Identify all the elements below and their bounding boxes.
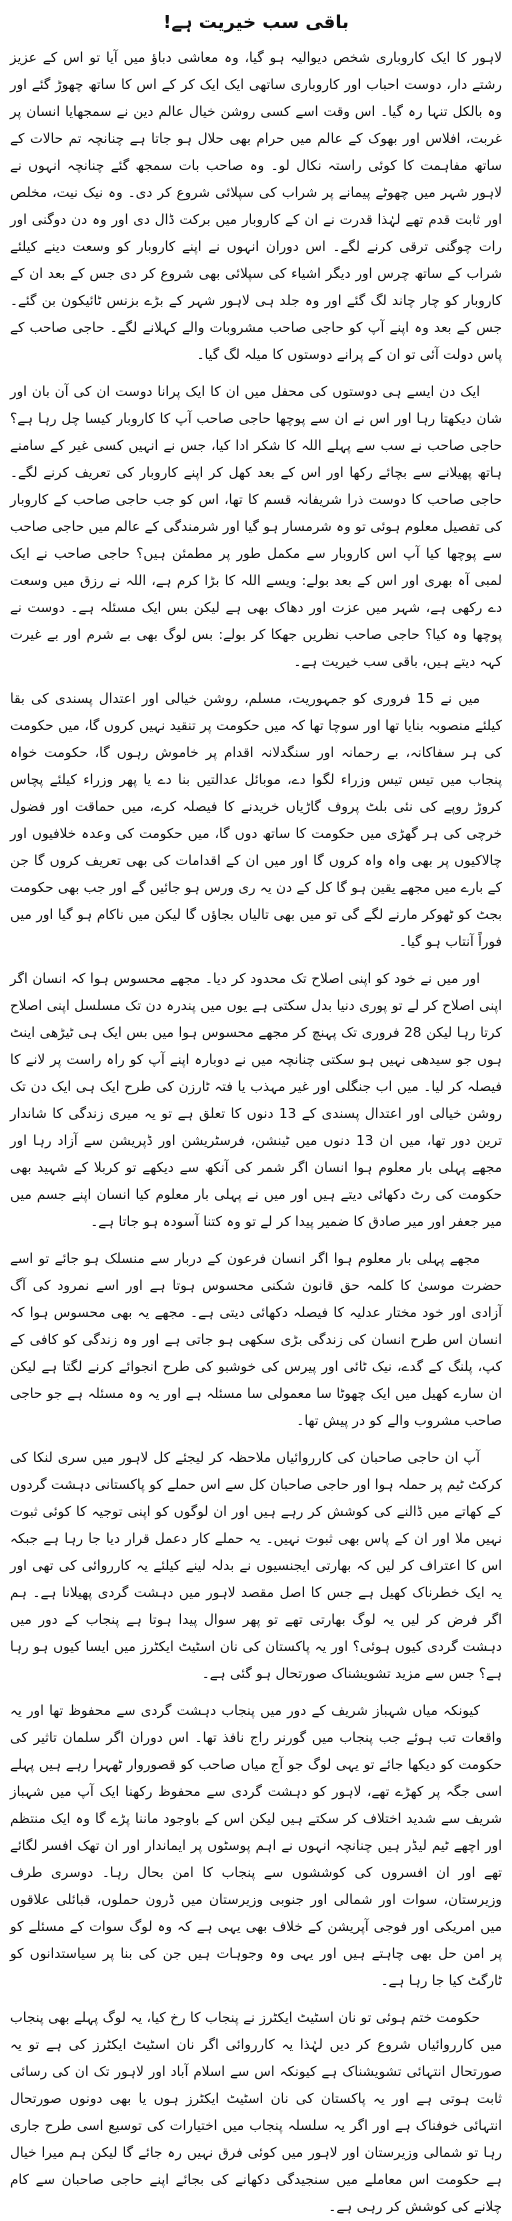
article-paragraph: کیونکہ میاں شہباز شریف کے دور میں پنجاب دہشت گردی سے محفوظ تھا اور یہ واقعات تب ہوئے جب پنجاب میں گورنر راج نافذ تھا۔ اس دوران اگر سلمان تاثیر کی حکومت کو دیکھا جائے تو یہی لوگ جو آج میاں صاحب کو قصوروار ٹھہرا رہے ہیں پہلے اسی جگہ پر کھڑے تھے، لاہور کو دہشت گردی سے محفوظ رکھنا ایک آپ میں شہباز شریف سے شدید اختلاف کر سکتے ہیں لیکن اس کے باوجود ماننا پڑے گا وہ ایک منتظم اور اچھے ٹیم لیڈر ہیں چنانچہ انہوں نے اہم پوسٹوں پر ایماندار اور ان تھک افسر لگائے تھے اور ان افسروں کی کوششوں سے پنجاب کا امن بحال رہا۔ دوسری طرف وزیرستان، سوات اور شمالی اور جنوبی وزیرستان میں ڈرون حملوں، قبائلی علاقوں میں امریکی اور فوجی آپریشن کے خلاف بھی یہی ہے کہ وہ لوگ سوات کے مسئلے کو پر امن حل بھی چاہتے ہیں اور یہی وہ وجوہات ہیں جن کی بنا پر سیاستدانوں کو ٹارگٹ کیا جا رہا ہے۔ [10,1703,502,1990]
article-paragraph: ایک دن ایسے ہی دوستوں کی محفل میں ان کا ایک پرانا دوست ان کی آن بان اور شان دیکھتا رہا اور اس نے ان سے پوچھا حاجی صاحب آپ کا کاروبار کیسا چل رہا ہے؟ حاجی صاحب نے سب سے پہلے اللہ کا شکر ادا کیا، جس نے انہیں کسی غیر کے سامنے ہاتھ پھیلانے سے بچائے رکھا اور اس کے بعد کھل کر اپنے کاروبار کی تعریف کرنے لگے۔ حاجی صاحب کا دوست ذرا شریفانہ قسم کا تھا، اس کو جب حاجی صاحب کے کاروبار کی تفصیل معلوم ہوئی تو وہ شرمسار ہو گیا اور شرمندگی کے عالم میں حاجی صاحب سے پوچھا کیا آپ اس کاروبار سے مکمل طور پر مطمئن ہیں؟ حاجی صاحب نے ایک لمبی آہ بھری اور اس کے بعد بولے: ویسے اللہ کا بڑا کرم ہے، اللہ نے رزق میں وسعت دے رکھی ہے، شہر میں عزت اور دھاک بھی ہے لیکن بس ایک مسئلہ ہے۔ دوست نے پوچھا وہ کیا؟ حاجی صاحب نظریں جھکا کر بولے: بس لوگ بھی بے شرم اور بے غیرت کہہ دیتے ہیں، باقی سب خیریت ہے۔ [10,384,502,671]
article-paragraph: لاہور کا ایک کاروباری شخص دیوالیہ ہو گیا، وہ معاشی دباؤ میں آیا تو اس کے عزیز رشتے دار، دوست احباب اور کاروباری ساتھی ایک ایک کر کے اس کا ساتھ چھوڑ گئے اور وہ بالکل تنہا رہ گیا۔ اس وقت اسے کسی روشن خیال عالم دین نے سمجھایا انسان پر غربت، افلاس اور بھوک کے عالم میں حرام بھی حلال ہو جاتا ہے چنانچہ تم حالات کے ساتھ مفاہمت کا کوئی راستہ نکال لو۔ وہ صاحب بات سمجھ گئے چنانچہ انہوں نے لاہور شہر میں چھوٹے پیمانے پر شراب کی سپلائی شروع کر دی۔ وہ نیک نیت، مخلص اور ثابت قدم تھے لہٰذا قدرت نے ان کے کاروبار میں برکت ڈال دی اور وہ دن دوگنی اور رات چوگنی ترقی کرنے لگے۔ اس دوران انہوں نے اپنے کاروبار کو وسعت دینے کیلئے شراب کے ساتھ چرس اور دیگر اشیاء کی سپلائی بھی شروع کر دی جس کے بعد ان کے کاروبار کو چار چاند لگ گئے اور وہ جلد ہی لاہور شہر کے بڑے بزنس ٹائیکون بن گئے۔ جس کے بعد وہ اپنے آپ کو حاجی صاحب مشروبات والے کہلانے لگے۔ حاجی صاحب کے پاس دولت آئی تو ان کے پرانے دوستوں کا میلہ لگ گیا۔ [10,50,502,364]
article-title: باقی سب خیریت ہے! [163,12,349,33]
article-paragraph: مجھے پہلی بار معلوم ہوا اگر انسان فرعون کے دربار سے منسلک ہو جائے تو اسے حضرت موسیٰ کا کلمہ حق قانون شکنی محسوس ہوتا ہے اور اسے نمرود کی آگ آزادی اور خود مختار عدلیہ کا فیصلہ دکھائی دیتی ہے۔ مجھے یہ بھی محسوس ہوا کہ انسان اس طرح انسان کی زندگی بڑی سکھی ہو جاتی ہے اور وہ زندگی کو کافی کے کپ، پلنگ کے گدے، نیک ٹائی اور پیرس کی خوشبو کی طرح انجوائے کرنے لگتا ہے لیکن ان سارے کھیل میں ایک چھوٹا سا معمولی سا مسئلہ ہے اور یہ وہ مسئلہ ہے جو حاجی صاحب مشروب والے کو در پیش تھا۔ [10,1251,502,1430]
article-paragraph: آپ ان حاجی صاحبان کی کارروائیاں ملاحظہ کر لیجئے کل لاہور میں سری لنکا کی کرکٹ ٹیم پر حملہ ہوا اور حاجی صاحبان کل سے اس حملے کو پاکستانی دہشت گردوں کے کھاتے میں ڈالنے کی کوشش کر رہے ہیں اور ان لوگوں کو اپنی توجیہ کا کوئی ثبوت نہیں ملا اور ان کے پاس بھی ثبوت نہیں۔ یہ حملے کار دعمل قرار دیا جا رہا ہے جبکہ اس کا اعتراف کر لیں کہ بھارتی ایجنسیوں نے بدلہ لینے کیلئے یہ کارروائی کی تھی اور یہ ایک خطرناک کھیل ہے جس کا اصل مقصد لاہور میں دہشت گردی پھیلانا ہے۔ ہم اگر فرض کر لیں یہ لوگ بھارتی تھے تو پھر سوال پیدا ہوتا ہے پنجاب کے دور میں دہشت گردی کیوں ہوئی؟ اور یہ پاکستان کی نان اسٹیٹ ایکٹرز میں ایسا کیوں ہو رہا ہے؟ جس سے مزید تشویشناک صورتحال ہو گئی ہے۔ [10,1450,502,1683]
article-paragraph: حکومت ختم ہوئی تو نان اسٹیٹ ایکٹرز نے پنجاب کا رخ کیا، یہ لوگ پہلے بھی پنجاب میں کارروائیاں شروع کر دیں لہٰذا یہ کارروائی اگر نان اسٹیٹ ایکٹرز کی ہے تو یہ صورتحال انتہائی تشویشناک ہے کیونکہ اس سے اسلام آباد اور لاہور تک ان کی رسائی ثابت ہوتی ہے اور یہ پاکستان کی نان اسٹیٹ ایکٹرز ہوں یا بھی دونوں صورتحال انتہائی خوفناک ہے اور اگر یہ سلسلہ پنجاب میں اختیارات کی توسیع اسی طرح جاری رہا تو شمالی وزیرستان اور لاہور میں کوئی فرق نہیں رہ جائے گا لیکن ہم میرا خیال ہے حکومت اس معاملے میں سنجیدگی دکھانے کی بجائے اپنے حاجی صاحبان سے کام چلانے کی کوشش کر رہی ہے۔ [10,2010,502,2216]
article-paragraph: میں نے 15 فروری کو جمہوریت، مسلم، روشن خیالی اور اعتدال پسندی کی بقا کیلئے منصوبہ بنایا تھا اور سوچا تھا کہ میں حکومت پر تنقید نہیں کروں گا، میں حکومت کی ہر سفاکانہ، بے رحمانہ اور سنگدلانہ اقدام پر خاموش رہوں گا، حکومت خواہ پنجاب میں تیس تیس وزراء لگوا دے، موبائل عدالتیں بنا دے یا پھر وزراء کیلئے پچاس کروڑ روپے کی نئی بلٹ پروف گاڑیاں خریدنے کا فیصلہ کرے، میں حماقت اور فضول خرچی کی ہر گھڑی میں حکومت کا ساتھ دوں گا، میں حکومت کی وعدہ خلافیوں اور چالاکیوں پر بھی واہ واہ کروں گا اور میں ان کے اقدامات کی بھی تعریف کروں گا جن کے بارے میں مجھے یقین ہو گا کل کے دن یہ ری ورس ہو جائیں گے اور جب بھی حکومت بجٹ کو ٹھوکر مارنے لگے گی تو میں بھی تالیاں بجاؤں گا لیکن میں ناکام ہو گیا اور میں فوراً آنتاب ہو گیا۔ [10,691,502,951]
article-paragraph: اور میں نے خود کو اپنی اصلاح تک محدود کر دیا۔ مجھے محسوس ہوا کہ انسان اگر اپنی اصلاح کر لے تو پوری دنیا بدل سکتی ہے یوں میں پندرہ دن تک مسلسل اپنی اصلاح کرتا رہا لیکن 28 فروری تک پہنچ کر مجھے محسوس ہوا میں بس ایک ہی ٹیڑھی اینٹ ہوں جو سیدھی نہیں ہو سکتی چنانچہ میں نے دوبارہ اپنے آپ کو راہ راست پر لانے کا فیصلہ کر لیا۔ میں اب جنگلی اور غیر مہذب یا فتہ ٹارزن کی طرح ایک ہی ایک دن تک روشن خیالی اور اعتدال پسندی کے 13 دنوں کا تعلق ہے تو یہ میری زندگی کا شاندار ترین دور تھا، میں ان 13 دنوں میں ٹینشن، فرسٹریشن اور ڈپریشن سے آزاد رہا اور مجھے پہلی بار معلوم ہوا انسان اگر شمر کی آنکھ سے دیکھے تو کربلا کے شہید بھی حکومت کی رٹ دکھائی دیتے ہیں اور میں نے پہلی بار معلوم کیا انسان اپنے جسم میں میر جعفر اور میر صادق کا ضمیر پیدا کر لے تو وہ کتنا آسودہ ہو جاتا ہے۔ [10,971,503,1231]
